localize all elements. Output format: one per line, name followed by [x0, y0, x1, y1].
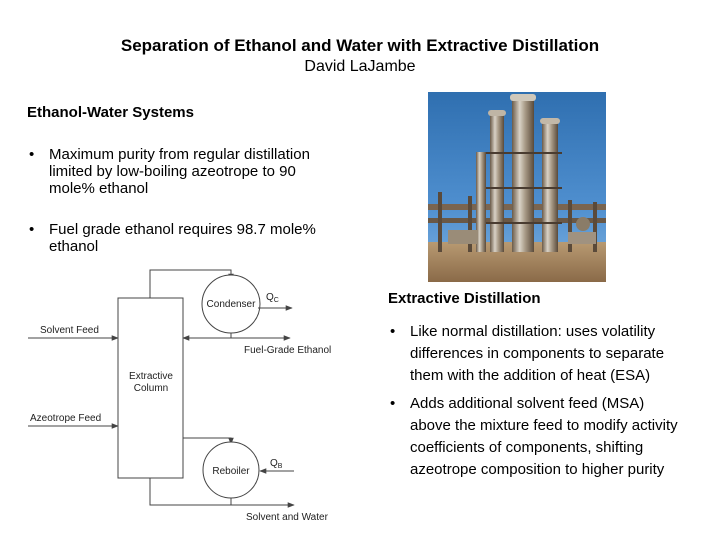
column-label-2: Column [133, 383, 169, 394]
right-bullet-list [388, 321, 688, 487]
left-bullet-item: • Fuel grade ethanol requires 98.7 mole% ethanol [27, 221, 327, 255]
azeotrope-feed-label: Azeotrope Feed [30, 413, 102, 424]
ethanol-product-line [231, 333, 290, 338]
qb-sub: B [277, 463, 283, 470]
slide-author: David LaJambe [304, 58, 416, 75]
qc-sub: C [273, 297, 279, 304]
qc-main: Q [266, 292, 274, 303]
reboiler-label: Reboiler [212, 466, 250, 477]
left-bullet-item: • Maximum purity from regular distillation limited by low-boiling azeotrope to 90 mole% ethanol [27, 146, 327, 197]
right-heading: Extractive Distillation [388, 290, 541, 307]
extractive-distillation-diagram [0, 262, 360, 540]
distillation-tower-photo [428, 92, 606, 282]
solvent-feed-label: Solvent Feed [40, 325, 99, 336]
solvent-and-water-label: Solvent and Water [246, 512, 328, 523]
left-bullet-list [27, 146, 327, 279]
condenser-label: Condenser [206, 299, 256, 310]
fuel-grade-ethanol-label: Fuel-Grade Ethanol [244, 345, 332, 356]
column-label-1: Extractive [129, 371, 173, 382]
left-heading: Ethanol-Water Systems [27, 104, 194, 121]
right-bullet-item: • Like normal distillation: uses volatility differences in components to separate them with the addition of heat (ESA) [388, 321, 688, 387]
right-bullet-item: • Adds additional solvent feed (MSA) above the mixture feed to modify activity coefficients of components, shifting azeotrope composition to higher purity [388, 393, 688, 481]
qb-label [270, 458, 283, 470]
slide-title: Separation of Ethanol and Water with Extractive Distillation [120, 36, 600, 55]
qc-label [266, 292, 279, 304]
qb-main: Q [270, 458, 278, 469]
